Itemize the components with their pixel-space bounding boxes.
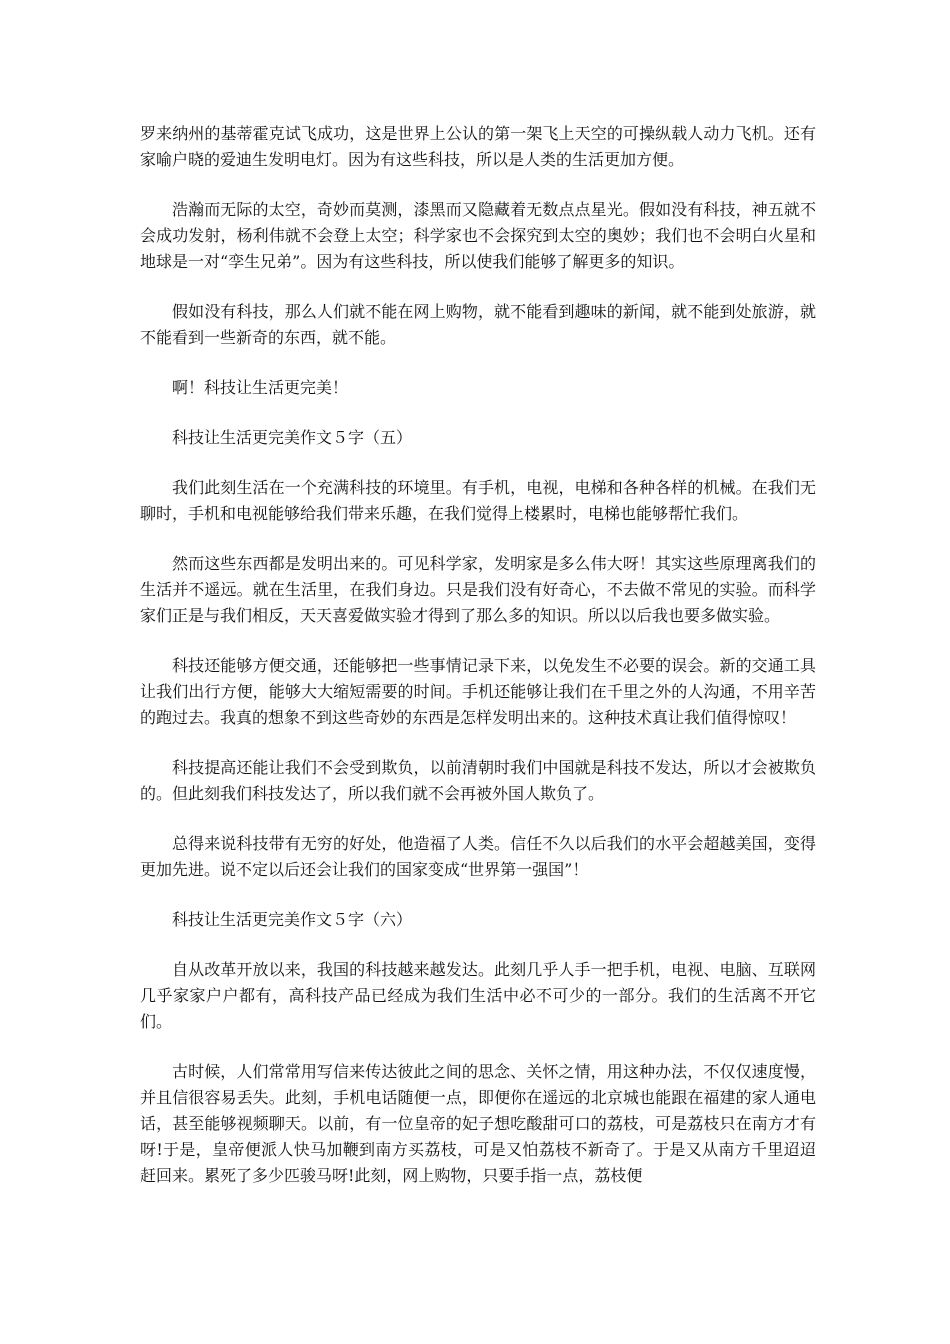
section-heading-five: 科技让生活更完美作文５字（五） — [172, 428, 413, 447]
paragraph-without-tech: 假如没有科技，那么人们就不能在网上购物，就不能看到趣味的新闻，就不能到处旅游，就不能看到一些新奇的东西，就不能。 — [140, 302, 816, 347]
section-heading-six: 科技让生活更完美作文５字（六） — [172, 910, 413, 929]
paragraph-inventions: 然而这些东西都是发明出来的。可见科学家，发明家是多么伟大呀！其实这些原理离我们的生活并不遥远。就在生活里，在我们身边。只是我们没有好奇心，不去做不常见的实验。而科学家们正是与我们相反，天天喜爱做实验才得到了那么多的知识。所以以后我也要多做实验。 — [140, 554, 816, 625]
paragraph-summary: 总得来说科技带有无穷的好处，他造福了人类。信任不久以后我们的水平会超越美国，变得更加先进。说不定以后还会让我们的国家变成“世界第一强国”！ — [140, 834, 816, 879]
paragraph-transport: 科技还能够方便交通，还能够把一些事情记录下来，以免发生不必要的误会。新的交通工具让我们出行方便，能够大大缩短需要的时间。手机还能够让我们在千里之外的人沟通，不用辛苦的跑过去。我真的想象不到这些奇妙的东西是怎样发明出来的。这种技术真让我们值得惊叹！ — [140, 656, 816, 727]
paragraph-environment: 我们此刻生活在一个充满科技的环境里。有手机，电视，电梯和各种各样的机械。在我们无聊时，手机和电视能够给我们带来乐趣，在我们觉得上楼累时，电梯也能够帮忙我们。 — [140, 478, 816, 523]
paragraph-history: 科技提高还能让我们不会受到欺负，以前清朝时我们中国就是科技不发达，所以才会被欺负的。但此刻我们科技发达了，所以我们就不会再被外国人欺负了。 — [140, 758, 816, 803]
paragraph-space: 浩瀚而无际的太空，奇妙而莫测，漆黑而又隐藏着无数点点星光。假如没有科技，神五就不会成功发射，杨利伟就不会登上太空；科学家也不会探究到太空的奥妙；我们也不会明白火星和地球是一对“孪生兄弟”。因为有这些科技，所以使我们能够了解更多的知识。 — [140, 200, 816, 271]
paragraph-ancient-times: 古时候，人们常常用写信来传达彼此之间的思念、关怀之情，用这种办法，不仅仅速度慢，并且信很容易丢失。此刻，手机电话随便一点，即便你在遥远的北京城也能跟在福建的家人通电话，甚至能够视频聊天。以前，有一位皇帝的妃子想吃酸甜可口的荔枝，可是荔枝只在南方才有呀!于是，皇帝便派人快马加鞭到南方买荔枝，可是又怕荔枝不新奇了。于是又从南方千里迢迢赶回来。累死了多少匹骏马呀!此刻，网上购物，只要手指一点，荔枝便 — [140, 1062, 816, 1185]
paragraph-exclamation: 啊！科技让生活更完美！ — [172, 378, 349, 397]
document-body — [140, 121, 816, 1213]
paragraph-reform: 自从改革开放以来，我国的科技越来越发达。此刻几乎人手一把手机，电视、电脑、互联网几乎家家户户都有，高科技产品已经成为我们生活中必不可少的一部分。我们的生活离不开它们。 — [140, 960, 816, 1031]
paragraph-continuation: 罗来纳州的基蒂霍克试飞成功，这是世界上公认的第一架飞上天空的可操纵载人动力飞机。还有家喻户晓的爱迪生发明电灯。因为有这些科技，所以是人类的生活更加方便。 — [140, 124, 816, 169]
